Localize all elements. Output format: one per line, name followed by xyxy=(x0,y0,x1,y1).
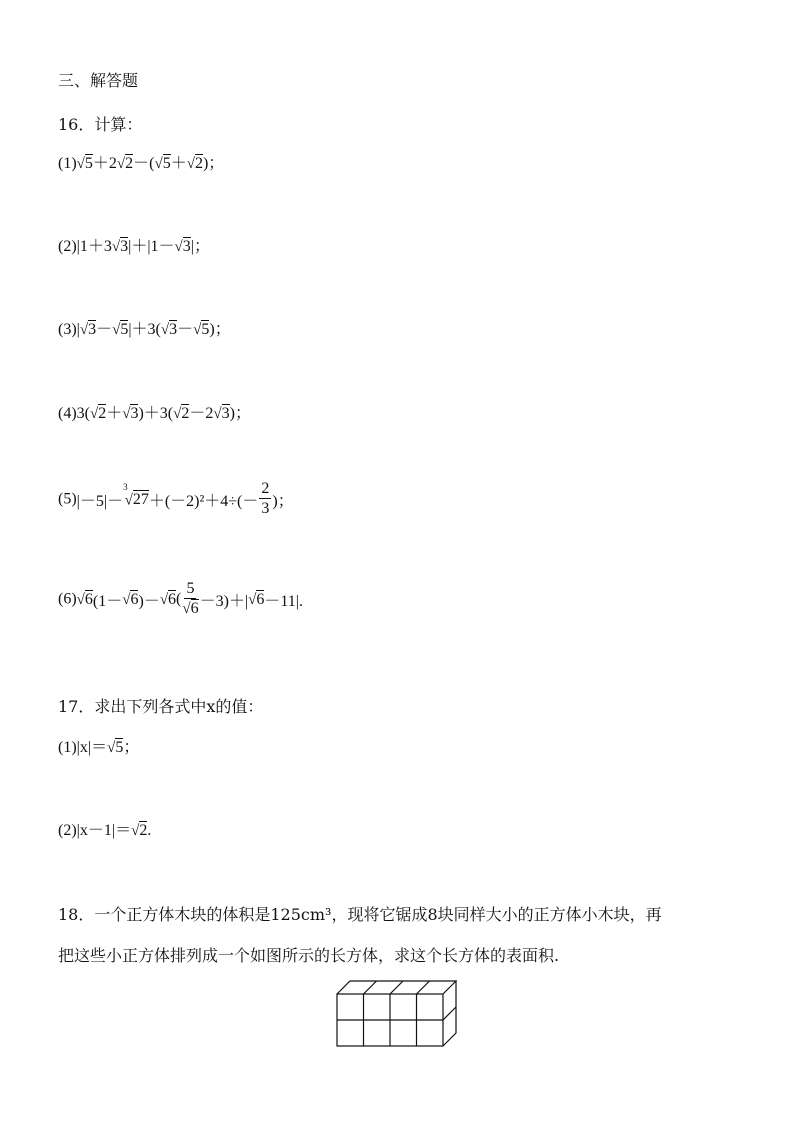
fraction-2-3: $\frac{2}{3}$ xyxy=(261,480,270,517)
sqrt-2: √2 xyxy=(131,822,148,839)
sqrt-2: √2 xyxy=(173,405,190,422)
cuboid-figure xyxy=(336,978,460,1048)
part-label: (2) xyxy=(58,822,77,839)
q16-part-4: (4)3(√2＋√3)＋3(√2－2√3)； xyxy=(58,405,251,422)
q17-part-1: (1)|x|＝√5； xyxy=(58,739,140,756)
q16-part-2: (2)|1＋3√3|＋|1－√3|； xyxy=(58,238,210,255)
sqrt-2: √2 xyxy=(89,405,107,422)
sqrt-3: √3 xyxy=(213,405,230,422)
q17-stem: 17．求出下列各式中x的值： xyxy=(58,697,264,716)
sqrt-6: √6 xyxy=(76,590,93,608)
part-label: (1) xyxy=(58,739,77,756)
sqrt-5: √5 xyxy=(154,155,171,172)
sqrt-2: √2 xyxy=(116,155,134,172)
q16-part-3: (3)|√3－√5|＋3(√3－√5)； xyxy=(58,321,231,338)
section-title: 三、解答题 xyxy=(58,71,139,90)
part-label: (1) xyxy=(58,155,77,172)
sqrt-5: √5 xyxy=(107,739,124,756)
sqrt-6: √6 xyxy=(159,590,177,608)
q16-part-6: (6)√6(1－√6)－√6( $\frac{5}{√6}$ －3)＋|√6－11|. xyxy=(58,580,304,617)
top-edge xyxy=(390,981,403,994)
part-label: (4) xyxy=(58,405,77,422)
sqrt-6: √6 xyxy=(122,590,139,608)
side-mid-edge xyxy=(443,1007,456,1020)
sqrt-3: √3 xyxy=(79,321,97,338)
q16-part-5: (5)|－5|－$^3$√27＋(－2)²＋4÷(－ $\frac{2}{3}$ )； xyxy=(58,480,294,517)
part-label: (2) xyxy=(58,238,77,255)
fraction-5-sqrt6: $\frac{5}{√6}$ xyxy=(182,580,199,617)
sqrt-2: √2 xyxy=(186,155,203,172)
sqrt-3: √3 xyxy=(160,321,178,338)
q16-stem: 16．计算： xyxy=(58,115,143,134)
q16-part-1: (1)√5＋2√2－(√5＋√2)； xyxy=(58,155,225,172)
sqrt-5: √5 xyxy=(112,321,129,338)
part-label: (3) xyxy=(58,321,77,338)
part-label: (5) xyxy=(58,490,77,508)
sqrt-5: √5 xyxy=(76,155,93,172)
sqrt-3: √3 xyxy=(122,405,139,422)
cube-root-27: $^3$√27 xyxy=(123,481,149,509)
sqrt-3: √3 xyxy=(111,238,129,255)
q18-line-1: 18．一个正方体木块的体积是125cm³，现将它锯成8块同样大小的正方体小木块，再 xyxy=(58,905,662,924)
sqrt-3: √3 xyxy=(174,238,191,255)
part-label: (6) xyxy=(58,590,77,608)
q18-line-2: 把这些小正方体排列成一个如图所示的长方体，求这个长方体的表面积. xyxy=(58,946,560,965)
q17-part-2: (2)|x－1|＝√2. xyxy=(58,822,152,839)
top-edge xyxy=(417,981,430,994)
top-edge xyxy=(364,981,377,994)
sqrt-5: √5 xyxy=(193,321,210,338)
sqrt-6: √6 xyxy=(248,590,265,608)
